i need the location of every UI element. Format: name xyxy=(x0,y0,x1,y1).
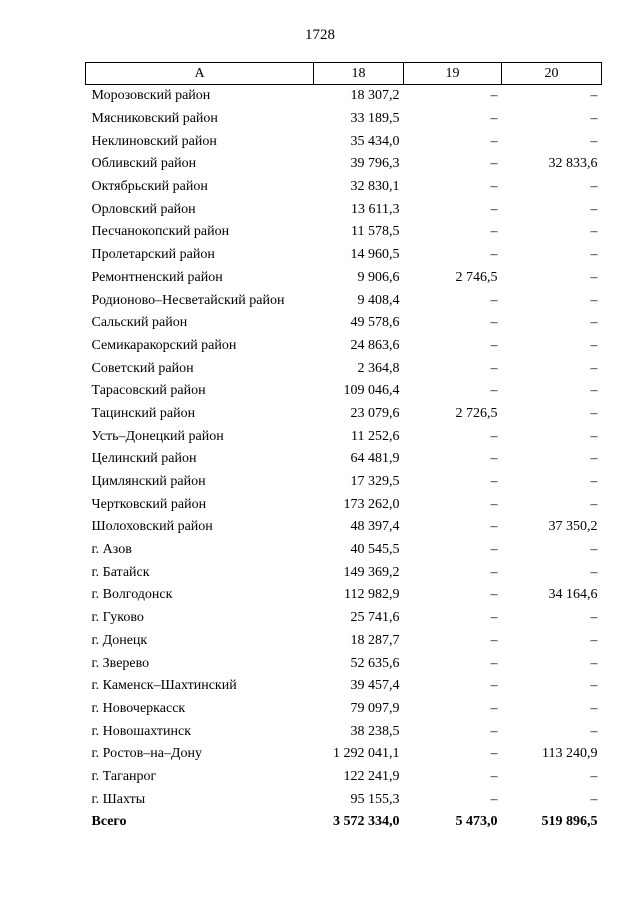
row-name-cell: Тацинский район xyxy=(91,405,196,421)
value-18-cell: 48 397,4 xyxy=(350,519,400,535)
row-name-cell: Советский район xyxy=(91,360,194,376)
row-name-cell: Песчанокопский район xyxy=(91,224,230,240)
total-label: Всего xyxy=(91,814,127,830)
table-row xyxy=(86,698,602,721)
value-19-cell: – xyxy=(490,315,498,331)
value-18-cell: 112 982,9 xyxy=(344,587,400,603)
value-19-cell: – xyxy=(490,746,498,762)
value-18-cell: 38 238,5 xyxy=(350,723,400,739)
row-name-cell: г. Донецк xyxy=(91,632,148,648)
value-20-cell: 32 833,6 xyxy=(548,156,598,172)
value-18-cell: 18 287,7 xyxy=(350,632,400,648)
table-row xyxy=(86,153,602,176)
value-20-cell: – xyxy=(590,88,598,104)
value-20-cell: 34 164,6 xyxy=(548,587,598,603)
value-18-cell: 25 741,6 xyxy=(350,610,400,626)
value-19-cell: – xyxy=(490,655,498,671)
table-row xyxy=(86,493,602,516)
table-row xyxy=(86,198,602,221)
table-header-row xyxy=(86,63,602,85)
value-18-cell: 11 252,6 xyxy=(351,428,400,444)
value-20-cell: – xyxy=(590,133,598,149)
row-name-cell: г. Батайск xyxy=(91,564,150,580)
row-name-cell: Тарасовский район xyxy=(91,383,206,399)
value-19-cell: – xyxy=(490,700,498,716)
value-20-cell: – xyxy=(590,768,598,784)
value-18-cell: 95 155,3 xyxy=(350,791,400,807)
value-19-cell: – xyxy=(490,564,498,580)
column-header-name: А xyxy=(86,63,314,85)
value-18-cell: 2 364,8 xyxy=(357,360,400,376)
value-20-cell: – xyxy=(590,791,598,807)
table-body xyxy=(86,85,602,834)
value-19-cell: – xyxy=(490,383,498,399)
row-name-cell: г. Новошахтинск xyxy=(91,723,192,739)
row-name-cell: Цимлянский район xyxy=(91,474,206,490)
row-name-cell: Орловский район xyxy=(91,201,196,217)
value-20-cell: 113 240,9 xyxy=(542,746,598,762)
row-name-cell: Родионово–Несветайский район xyxy=(91,292,285,308)
value-19-cell: 2 746,5 xyxy=(455,269,498,285)
table-row xyxy=(86,221,602,244)
value-19-cell: – xyxy=(490,519,498,535)
value-20-cell: – xyxy=(590,383,598,399)
value-20-cell: – xyxy=(590,474,598,490)
page-number: 1728 xyxy=(305,27,335,43)
table-row xyxy=(86,584,602,607)
table-row xyxy=(86,403,602,426)
table-row xyxy=(86,108,602,131)
row-name-cell: г. Волгодонск xyxy=(91,587,173,603)
value-20-cell: – xyxy=(590,496,598,512)
row-name-cell: Сальский район xyxy=(91,315,188,331)
value-18-cell: 35 434,0 xyxy=(350,133,400,149)
value-20-cell: – xyxy=(590,111,598,127)
value-20-cell: 37 350,2 xyxy=(548,519,598,535)
value-19-cell: – xyxy=(490,201,498,217)
value-18-cell: 149 369,2 xyxy=(343,564,400,580)
row-name-cell: г. Таганрог xyxy=(91,768,157,784)
value-18-cell: 122 241,9 xyxy=(343,768,400,784)
value-20-cell: – xyxy=(590,269,598,285)
value-18-cell: 173 262,0 xyxy=(343,496,400,512)
table-row xyxy=(86,357,602,380)
row-name-cell: Чертковский район xyxy=(91,496,207,512)
table-row xyxy=(86,561,602,584)
value-20-cell: – xyxy=(590,224,598,240)
table-row xyxy=(86,176,602,199)
row-name-cell: г. Шахты xyxy=(91,791,146,807)
value-20-cell: – xyxy=(590,723,598,739)
value-18-cell: 11 578,5 xyxy=(351,224,400,240)
table-row xyxy=(86,289,602,312)
row-name-cell: Шолоховский район xyxy=(91,519,213,535)
total-20: 519 896,5 xyxy=(541,814,598,830)
value-18-cell: 40 545,5 xyxy=(350,542,400,558)
table-row xyxy=(86,244,602,267)
table-row xyxy=(86,130,602,153)
row-name-cell: Ремонтненский район xyxy=(91,269,223,285)
row-name-cell: г. Каменск–Шахтинский xyxy=(91,678,237,694)
value-19-cell: – xyxy=(490,768,498,784)
row-name-cell: г. Ростов–на–Дону xyxy=(91,746,202,762)
column-header-19: 19 xyxy=(404,63,502,85)
value-19-cell: – xyxy=(490,88,498,104)
value-19-cell: 2 726,5 xyxy=(455,405,498,421)
value-20-cell: – xyxy=(590,315,598,331)
value-18-cell: 24 863,6 xyxy=(350,337,400,353)
row-name-cell: Морозовский район xyxy=(91,88,211,104)
table-row xyxy=(86,312,602,335)
table-row xyxy=(86,267,602,290)
budget-table xyxy=(85,62,602,834)
table-row xyxy=(86,516,602,539)
value-19-cell: – xyxy=(490,428,498,444)
table-row xyxy=(86,788,602,811)
value-19-cell: – xyxy=(490,791,498,807)
table-row xyxy=(86,85,602,108)
value-18-cell: 39 457,4 xyxy=(350,678,400,694)
value-18-cell: 14 960,5 xyxy=(350,247,400,263)
column-header-20: 20 xyxy=(502,63,602,85)
total-18: 3 572 334,0 xyxy=(333,814,400,830)
value-19-cell: – xyxy=(490,360,498,376)
value-20-cell: – xyxy=(590,564,598,580)
value-18-cell: 9 906,6 xyxy=(357,269,400,285)
value-19-cell: – xyxy=(490,156,498,172)
value-19-cell: – xyxy=(490,678,498,694)
table-row xyxy=(86,743,602,766)
value-20-cell: – xyxy=(590,700,598,716)
value-20-cell: – xyxy=(590,632,598,648)
row-name-cell: г. Гуково xyxy=(91,610,144,626)
value-20-cell: – xyxy=(590,678,598,694)
value-20-cell: – xyxy=(590,179,598,195)
value-19-cell: – xyxy=(490,496,498,512)
table-row xyxy=(86,380,602,403)
row-name-cell: г. Новочеркасск xyxy=(91,700,186,716)
value-19-cell: – xyxy=(490,111,498,127)
value-20-cell: – xyxy=(590,451,598,467)
value-19-cell: – xyxy=(490,247,498,263)
row-name-cell: Семикаракорский район xyxy=(91,337,237,353)
value-20-cell: – xyxy=(590,428,598,444)
value-18-cell: 13 611,3 xyxy=(351,201,400,217)
row-name-cell: г. Зверево xyxy=(91,655,150,671)
value-18-cell: 109 046,4 xyxy=(343,383,400,399)
value-18-cell: 9 408,4 xyxy=(357,292,400,308)
table-row xyxy=(86,539,602,562)
table-row xyxy=(86,448,602,471)
total-row xyxy=(86,811,602,834)
row-name-cell: Октябрьский район xyxy=(91,179,208,195)
value-19-cell: – xyxy=(490,632,498,648)
row-name-cell: г. Азов xyxy=(91,542,132,558)
value-18-cell: 52 635,6 xyxy=(350,655,400,671)
value-19-cell: – xyxy=(490,474,498,490)
value-18-cell: 33 189,5 xyxy=(350,111,400,127)
table-row xyxy=(86,675,602,698)
value-19-cell: – xyxy=(490,133,498,149)
row-name-cell: Обливский район xyxy=(91,156,197,172)
value-19-cell: – xyxy=(490,610,498,626)
value-20-cell: – xyxy=(590,542,598,558)
row-name-cell: Целинский район xyxy=(91,451,197,467)
table-row xyxy=(86,630,602,653)
table-row xyxy=(86,471,602,494)
row-name-cell: Усть–Донецкий район xyxy=(91,428,224,444)
row-name-cell: Пролетарский район xyxy=(91,247,215,263)
total-19: 5 473,0 xyxy=(455,814,498,830)
value-20-cell: – xyxy=(590,292,598,308)
value-18-cell: 18 307,2 xyxy=(350,88,400,104)
table-row xyxy=(86,335,602,358)
table-row xyxy=(86,652,602,675)
value-18-cell: 23 079,6 xyxy=(350,405,400,421)
table-row xyxy=(86,425,602,448)
value-19-cell: – xyxy=(490,542,498,558)
row-name-cell: Мясниковский район xyxy=(91,111,218,127)
value-18-cell: 1 292 041,1 xyxy=(333,746,400,762)
table-row xyxy=(86,766,602,789)
value-19-cell: – xyxy=(490,224,498,240)
value-18-cell: 32 830,1 xyxy=(350,179,400,195)
value-19-cell: – xyxy=(490,451,498,467)
value-18-cell: 17 329,5 xyxy=(350,474,400,490)
value-18-cell: 49 578,6 xyxy=(350,315,400,331)
value-20-cell: – xyxy=(590,610,598,626)
value-20-cell: – xyxy=(590,201,598,217)
table-row xyxy=(86,720,602,743)
value-20-cell: – xyxy=(590,247,598,263)
value-20-cell: – xyxy=(590,337,598,353)
column-header-18: 18 xyxy=(314,63,404,85)
value-18-cell: 79 097,9 xyxy=(350,700,400,716)
value-19-cell: – xyxy=(490,179,498,195)
value-20-cell: – xyxy=(590,360,598,376)
value-20-cell: – xyxy=(590,405,598,421)
value-19-cell: – xyxy=(490,723,498,739)
value-20-cell: – xyxy=(590,655,598,671)
value-19-cell: – xyxy=(490,292,498,308)
value-18-cell: 64 481,9 xyxy=(350,451,400,467)
value-19-cell: – xyxy=(490,337,498,353)
row-name-cell: Неклиновский район xyxy=(91,133,217,149)
table-row xyxy=(86,607,602,630)
value-19-cell: – xyxy=(490,587,498,603)
value-18-cell: 39 796,3 xyxy=(350,156,400,172)
